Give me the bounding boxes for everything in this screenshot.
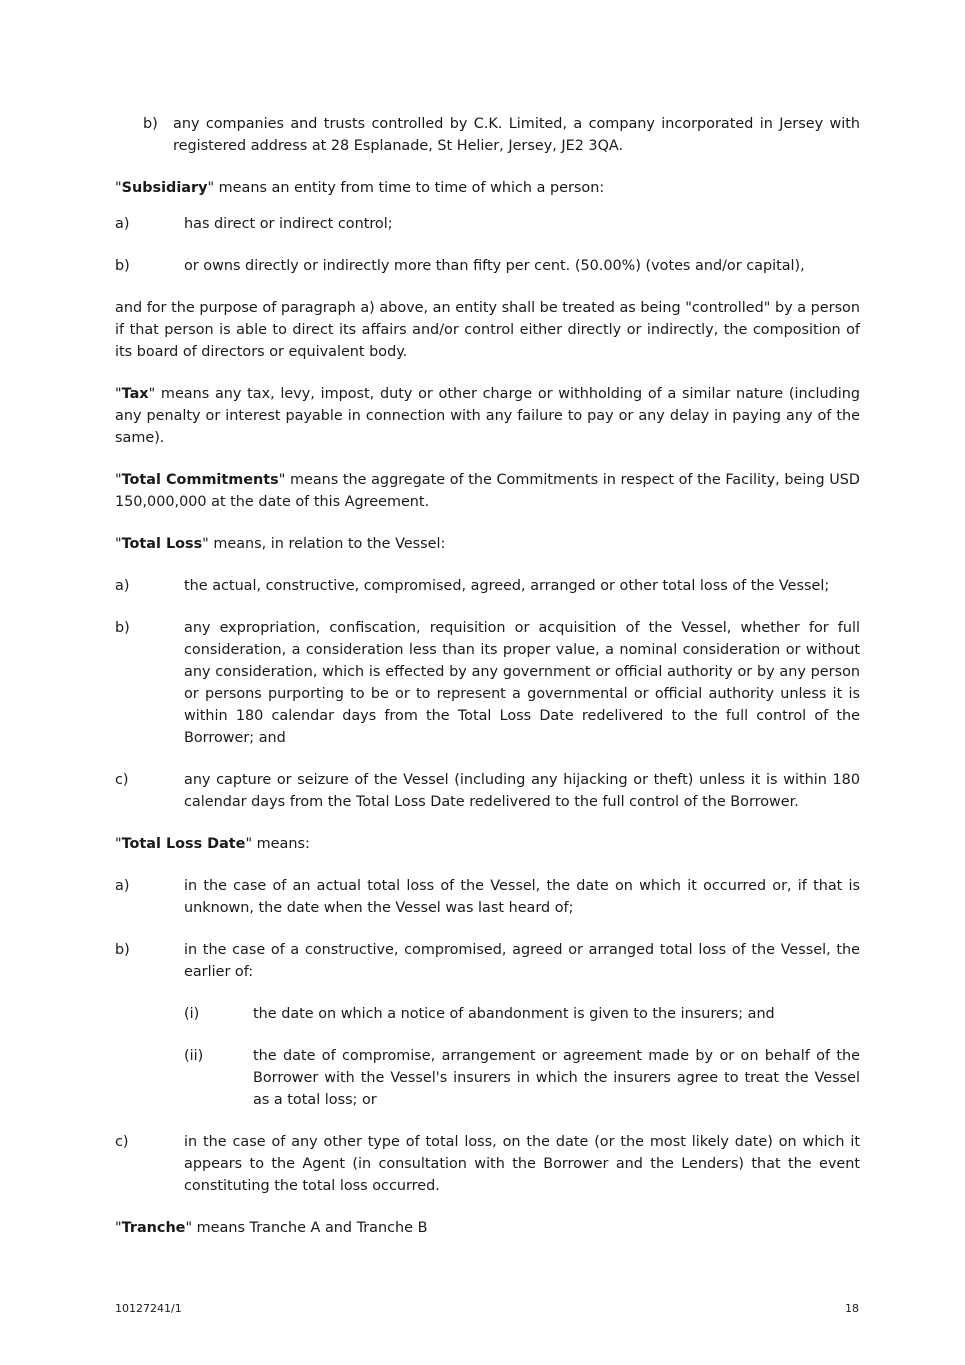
list-item: [115, 255, 860, 277]
list-item-label: a): [115, 216, 130, 232]
list-item-label: b): [115, 942, 130, 958]
list-item-label: a): [115, 878, 130, 894]
definition-total-loss: "Total Loss" means, in relation to the Vessel:: [115, 536, 446, 552]
definition-tranche: "Tranche" means Tranche A and Tranche B: [115, 1220, 428, 1236]
list-item-text: any capture or seizure of the Vessel (including any hijacking or theft) unless it is within 180 calendar days from the Total Loss Date redelivered to the full control of the Borrower.: [184, 772, 860, 810]
list-item-label: b): [143, 116, 158, 132]
definition-total-commitments: "Total Commitments" means the aggregate of the Commitments in respect of the Facility, being USD 150,000,000 at the date of this Agreement.: [115, 472, 860, 510]
list-item: [115, 769, 860, 813]
defined-term: Total Loss: [121, 536, 203, 552]
list-item: [115, 113, 860, 157]
defined-term: Tranche: [121, 1220, 186, 1236]
footer-page-number: 18: [845, 1302, 859, 1315]
defined-term: Total Loss Date: [121, 836, 246, 852]
list-item: [115, 1131, 860, 1197]
list-item: [115, 875, 860, 919]
definition-tax: "Tax" means any tax, levy, impost, duty or other charge or withholding of a similar nature (including any penalty or interest payable in connection with any failure to pay or any delay in paying any of the same).: [115, 386, 860, 446]
sub-list-item: [115, 1045, 860, 1111]
list-item-text: in the case of a constructive, compromised, agreed or arranged total loss of the Vessel, the earlier of:: [184, 942, 860, 980]
sub-list-item-text: the date on which a notice of abandonment is given to the insurers; and: [253, 1006, 775, 1022]
defined-term: Tax: [121, 386, 149, 402]
sub-list-item: [115, 1003, 860, 1025]
sub-list-item-text: the date of compromise, arrangement or agreement made by or on behalf of the Borrower with the Vessel's insurers in which the insurers agree to treat the Vessel as a total loss; or: [253, 1048, 860, 1108]
list-item-label: c): [115, 1134, 129, 1150]
list-item-text: any companies and trusts controlled by C.K. Limited, a company incorporated in Jersey with registered address at 28 Esplanade, St Helier, Jersey, JE2 3QA.: [173, 116, 860, 154]
sub-list-item-label: (ii): [184, 1048, 204, 1064]
list-item-text: in the case of any other type of total loss, on the date (or the most likely date) on which it appears to the Agent (in consultation with the Borrower and the Lenders) that the event constituting the total loss occurred.: [184, 1134, 860, 1194]
document-page: [115, 113, 860, 1239]
footer-document-reference: 10127241/1: [115, 1302, 182, 1315]
definition-subsidiary: "Subsidiary" means an entity from time to time of which a person:: [115, 180, 605, 196]
list-item-text: or owns directly or indirectly more than fifty per cent. (50.00%) (votes and/or capital),: [184, 258, 805, 274]
defined-term: Total Commitments: [121, 472, 279, 488]
list-item-text: has direct or indirect control;: [184, 216, 393, 232]
list-item-label: b): [115, 258, 130, 274]
list-item: [115, 617, 860, 749]
list-item-text: the actual, constructive, compromised, agreed, arranged or other total loss of the Vessel;: [184, 578, 830, 594]
list-item-text: in the case of an actual total loss of the Vessel, the date on which it occurred or, if that is unknown, the date when the Vessel was last heard of;: [184, 878, 860, 916]
list-item: [115, 575, 860, 597]
list-item-label: a): [115, 578, 130, 594]
definition-total-loss-date: "Total Loss Date" means:: [115, 836, 310, 852]
list-item-text: any expropriation, confiscation, requisition or acquisition of the Vessel, whether for full consideration, a consideration less than its proper value, a nominal consideration or without any consideration, which is effected by any government or official authority or by any person or persons purporting to be or to represent a governmental or official authority unless it is within 180 calendar days from the Total Loss Date redelivered to the full control of the Borrower; and: [184, 620, 860, 746]
defined-term: Subsidiary: [121, 180, 208, 196]
paragraph: and for the purpose of paragraph a) above, an entity shall be treated as being "controlled" by a person if that person is able to direct its affairs and/or control either directly or indirectly, the composition of its board of directors or equivalent body.: [115, 300, 860, 360]
list-item: [115, 939, 860, 983]
list-item-label: c): [115, 772, 129, 788]
list-item: [115, 213, 860, 235]
sub-list-item-label: (i): [184, 1006, 200, 1022]
list-item-label: b): [115, 620, 130, 636]
